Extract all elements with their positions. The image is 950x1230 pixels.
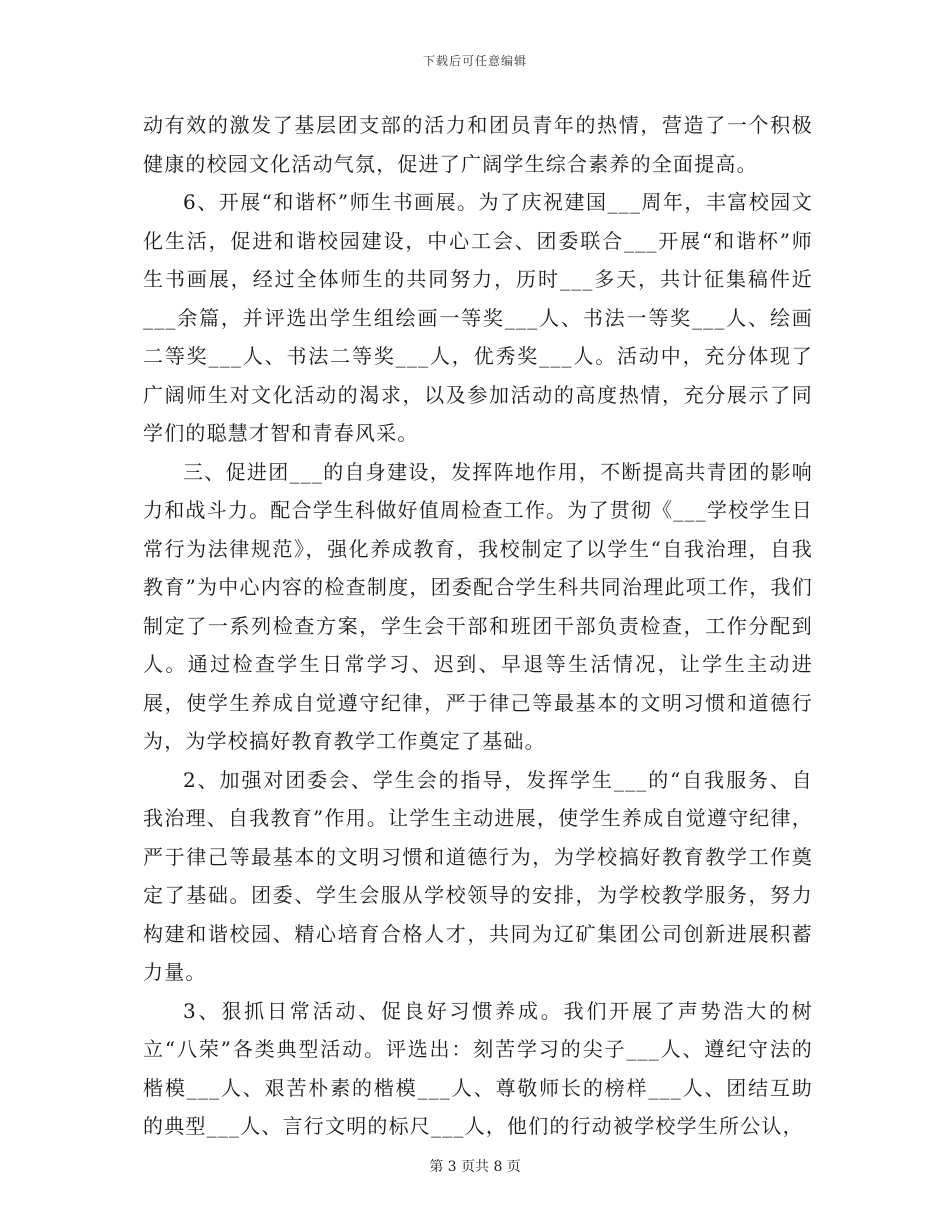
paragraph-continuation: 动有效的激发了基层团支部的活力和团员青年的热情，营造了一个积极健康的校园文化活动气氛，促进了广阔学生综合素养的全面提高。 (143, 113, 813, 176)
paragraph-item-2: 2、加强对团委会、学生会的指导，发挥学生___的“自我服务、自我治理、自我教育”作用。让学生主动进展，使学生养成自觉遵守纪律，严于律己等最基本的文明习惯和道德行为，为学校搞好教育教学工作奠定了基础。团委、学生会服从学校领导的安排，为学校教学服务，努力构建和谐校园、精心培育合格人才，共同为辽矿集团公司创新进展积蓄力量。 (143, 767, 813, 984)
paragraph-section-3: 三、促进团___的自身建设，发挥阵地作用，不断提高共青团的影响力和战斗力。配合学生科做好值周检查工作。为了贯彻《___学校学生日常行为法律规范》，强化养成教育，我校制定了以学生“自我治理，自我教育”为中心内容的检查制度，团委配合学生科共同治理此项工作，我们制定了一系列检查方案，学生会干部和班团干部负责检查，工作分配到人。通过检查学生日常学习、迟到、早退等生活情况，让学生主动进展，使学生养成自觉遵守纪律，严于律己等最基本的文明习惯和道德行为，为学校搞好教育教学工作奠定了基础。 (143, 459, 813, 753)
document-body (143, 106, 813, 1146)
paragraph-item-6: 6、开展“和谐杯”师生书画展。为了庆祝建国___周年，丰富校园文化生活，促进和谐校园建设，中心工会、团委联合___开展“和谐杯”师生书画展，经过全体师生的共同努力，历时___多天，共计征集稿件近___余篇，并评选出学生组绘画一等奖___人、书法一等奖___人、绘画二等奖___人、书法二等奖___人，优秀奖___人。活动中，充分体现了广阔师生对文化活动的渴求，以及参加活动的高度热情，充分展示了同学们的聪慧才智和青春风采。 (143, 190, 813, 445)
page-footer: 第 3 页共 8 页 (429, 1159, 521, 1175)
paragraph-item-3: 3、狠抓日常活动、促良好习惯养成。我们开展了声势浩大的树立“八荣”各类典型活动。评选出：刻苦学习的尖子___人、遵纪守法的楷模___人、艰苦朴素的楷模___人、尊敬师长的榜样___人、团结互助的典型___人、言行文明的标尺___人，他们的行动被学校学生所公认， (143, 998, 813, 1138)
page-header: 下载后可任意编辑 (422, 54, 527, 68)
